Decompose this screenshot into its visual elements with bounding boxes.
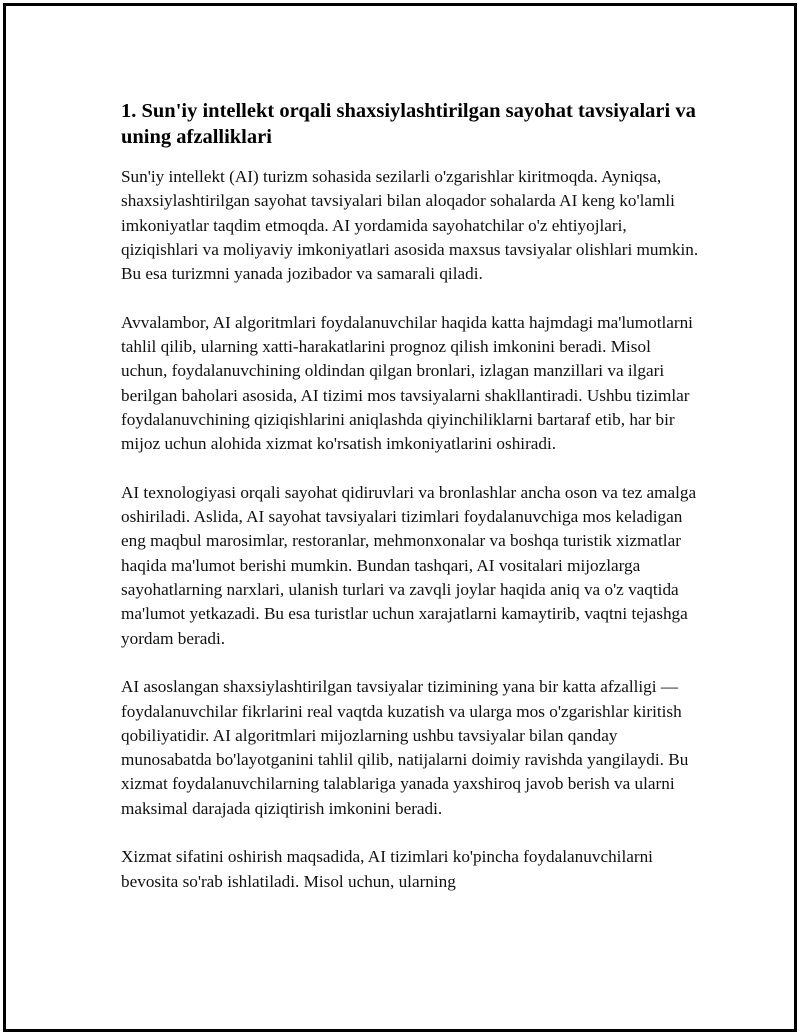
page-frame	[3, 3, 797, 1032]
paragraph-3: AI texnologiyasi orqali sayohat qidiruvlari va bronlashlar ancha oson va tez amalga oshiriladi. Aslida, AI sayohat tavsiyalari tizimlari foydalanuvchiga mos keladigan eng maqbul marosimlar, restoranlar, mehmonxonalar va boshqa turistik xizmatlar haqida ma'lumot berishi mumkin. Bundan tashqari, AI vositalari mijozlarga sayohatlarning narxlari, ulanish turlari va zavqli joylar haqida aniq va o'z vaqtida ma'lumot yetkazadi. Bu esa turistlar uchun xarajatlarni kamaytirib, vaqtni tejashga yordam beradi.	[121, 482, 697, 648]
paragraph-2: Avvalambor, AI algoritmlari foydalanuvchilar haqida katta hajmdagi ma'lumotlarni tahlil qilib, ularning xatti-harakatlarini prognoz qilish imkonini beradi. Misol uchun, foydalanuvchining oldindan qilgan bronlari, izlagan manzillari va ilgari berilgan baholari asosida, AI tizimi mos tavsiyalarni shakllantiradi. Ushbu tizimlar foydalanuvchining qiziqishlarini aniqlashda qiyinchiliklarni bartaraf etib, har bir mijoz uchun alohida xizmat ko'rsatish imkoniyatlarini oshiradi.	[121, 312, 693, 454]
document-body	[121, 98, 701, 918]
paragraph-4: AI asoslangan shaxsiylashtirilgan tavsiyalar tizimining yana bir katta afzalligi — foydalanuvchilar fikrlarini real vaqtda kuzatish va ularga mos o'zgarishlar kiritish qobiliyatidir. AI algoritmlari mijozlarning ushbu tavsiyalar bilan qanday munosabatda bo'layotganini tahlil qilib, natijalarni doimiy ravishda yangilaydi. Bu xizmat foydalanuvchilarning talablariga yanada yaxshiroq javob berish va ularni maksimal darajada qiziqtirish imkonini beradi.	[121, 677, 689, 818]
section-heading: 1. Sun'iy intellekt orqali shaxsiylashtirilgan sayohat tavsiyalari va uning afzalliklari	[121, 100, 696, 148]
paragraph-5: Xizmat sifatini oshirish maqsadida, AI tizimlari ko'pincha foydalanuvchilarni bevosita so'rab ishlatiladi. Misol uchun, ularning	[121, 847, 653, 891]
paragraph-1: Sun'iy intellekt (AI) turizm sohasida sezilarli o'zgarishlar kiritmoqda. Ayniqsa, shaxsiylashtirilgan sayohat tavsiyalari bilan aloqador sohalarda AI keng ko'lamli imkoniyatlar taqdim etmoqda. AI yordamida sayohatchilar o'z ehtiyojlari, qiziqishlari va moliyaviy imkoniyatlari asosida maxsus tavsiyalar olishlari mumkin. Bu esa turizmni yanada jozibador va samarali qiladi.	[121, 167, 699, 284]
